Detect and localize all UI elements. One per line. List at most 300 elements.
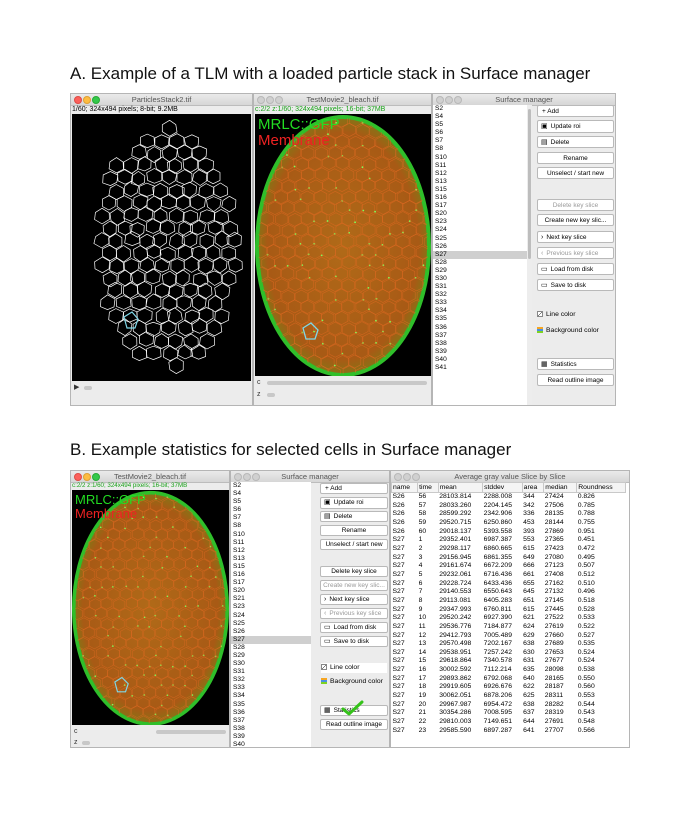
surface-list-item[interactable]: S8 (233, 522, 242, 530)
table-cell: 27869 (544, 527, 564, 535)
surface-list-item[interactable]: S7 (233, 514, 242, 522)
table-cell: 27689 (544, 640, 564, 648)
table-cell: S27 (392, 718, 405, 726)
table-row[interactable] (392, 683, 626, 692)
scroll-thumb[interactable] (156, 730, 226, 734)
surface-list-item[interactable]: S40 (233, 741, 245, 748)
scroll-thumb[interactable] (82, 741, 90, 745)
statistics-button[interactable] (537, 358, 614, 370)
cell-outline (146, 322, 161, 336)
next-key-slice-button[interactable] (320, 594, 388, 605)
table-row[interactable] (392, 554, 626, 563)
table-cell: 645 (523, 588, 535, 596)
window-title: TestMovie2_bleach.tif (113, 472, 187, 481)
table-cell: 622 (523, 683, 535, 691)
table-cell: 7 (418, 588, 423, 596)
table-cell: S27 (392, 605, 405, 613)
create-key-slice-button[interactable]: Create new key slic... (320, 580, 388, 591)
gfp-channel-label: MRLC::GFP (75, 492, 146, 507)
cell-outline (95, 208, 110, 224)
table-cell: 29352.401 (439, 536, 472, 544)
update-roi-button[interactable] (537, 120, 614, 133)
cell-outline (155, 258, 170, 272)
table-cell: 6550.643 (483, 588, 512, 596)
table-cell: 6250.860 (483, 518, 512, 526)
table-row[interactable] (392, 623, 626, 632)
surface-list-item[interactable]: S12 (233, 546, 245, 554)
table-cell: 28135 (544, 510, 564, 518)
surface-list-item[interactable]: S27 (433, 251, 527, 259)
table-cell: 0.560 (577, 683, 595, 691)
surface-list-item[interactable]: S24 (435, 226, 447, 234)
table-cell: 27522 (544, 614, 564, 622)
update-roi-label: Update roi (333, 499, 364, 506)
table-cell: 60 (418, 527, 427, 535)
folder-icon: ▭ (324, 624, 331, 631)
scroll-thumb[interactable] (84, 386, 92, 390)
table-cell: 28282 (544, 700, 564, 708)
table-row[interactable] (392, 571, 626, 580)
table-cell: 637 (523, 709, 535, 717)
save-to-disk-button[interactable] (320, 636, 388, 647)
surface-list-item[interactable]: S24 (233, 611, 245, 619)
window-title: Surface manager (495, 95, 553, 104)
cell-outline (162, 120, 177, 136)
statistics-window[interactable] (390, 470, 630, 748)
surface-manager-a[interactable] (432, 93, 616, 406)
previous-key-slice-button[interactable] (537, 247, 614, 259)
rename-button[interactable]: Rename (537, 152, 614, 164)
table-cell: 0.755 (577, 518, 595, 526)
surface-list-item[interactable]: S11 (435, 161, 447, 169)
surface-list-item[interactable]: S4 (435, 113, 444, 121)
surface-list-item[interactable]: S38 (233, 724, 245, 732)
surface-list-item[interactable]: S10 (233, 530, 245, 538)
table-cell: 29570.498 (439, 640, 472, 648)
table-row[interactable] (392, 692, 626, 701)
surface-list-item[interactable]: S5 (435, 121, 444, 129)
surface-list-item[interactable]: S33 (233, 684, 245, 692)
read-outline-image-button[interactable]: Read outline image (320, 719, 388, 730)
table-cell: 6897.287 (483, 726, 512, 734)
table-cell: 6987.387 (483, 536, 512, 544)
table-row[interactable] (392, 709, 626, 718)
surface-list-item[interactable]: S16 (435, 194, 447, 202)
table-row[interactable] (392, 502, 626, 511)
surface-list-item[interactable]: S31 (233, 668, 245, 676)
surface-list-item[interactable]: S32 (435, 291, 447, 299)
surface-list-item[interactable]: S15 (435, 185, 447, 193)
scroll-thumb[interactable] (267, 381, 427, 385)
table-row[interactable] (392, 666, 626, 675)
table-cell: 6405.283 (483, 596, 512, 604)
table-row[interactable] (392, 718, 626, 727)
cell-outline (161, 321, 176, 335)
stack-scrollbar[interactable] (72, 383, 251, 392)
cell-outline (125, 232, 140, 246)
channel-scrollbar[interactable] (72, 727, 229, 736)
next-key-slice-button[interactable] (537, 231, 614, 243)
table-cell: 29228.724 (439, 579, 472, 587)
table-row[interactable] (392, 675, 626, 684)
movie-canvas[interactable] (72, 490, 229, 725)
table-cell: 0.566 (577, 726, 595, 734)
table-row[interactable] (392, 588, 626, 597)
surface-list-item[interactable]: S39 (435, 347, 447, 355)
channel-scrollbar[interactable] (255, 378, 431, 387)
table-cell: S27 (392, 657, 405, 665)
roi-icon: ▣ (541, 123, 548, 130)
movie-canvas[interactable] (255, 114, 431, 376)
z-scrollbar[interactable] (255, 390, 431, 399)
surface-list-item[interactable]: S6 (435, 129, 444, 137)
cell-outline (207, 271, 222, 286)
surface-manager-b[interactable] (230, 470, 390, 748)
background-color-option[interactable] (321, 677, 383, 687)
surface-list-item[interactable]: S25 (435, 234, 447, 242)
surface-list-item[interactable]: S23 (435, 218, 447, 226)
surface-list-item[interactable]: S17 (435, 202, 447, 210)
table-cell: 0.543 (577, 709, 595, 717)
column-header-name[interactable]: name (392, 483, 418, 493)
delete-key-slice-button[interactable]: Delete key slice (537, 199, 614, 211)
chevron-left-icon: ‹ (541, 250, 544, 257)
surface-list-item[interactable]: S34 (233, 692, 245, 700)
table-cell: S27 (392, 579, 405, 587)
table-cell: 0.548 (577, 718, 595, 726)
load-label: Load from disk (550, 266, 594, 273)
particles-stack-window[interactable] (70, 93, 253, 406)
load-from-disk-button[interactable] (537, 263, 614, 275)
table-cell: S26 (392, 518, 405, 526)
table-cell: 28165 (544, 674, 564, 682)
cell-outline (161, 194, 176, 209)
surface-list-item[interactable]: S4 (233, 490, 242, 498)
surface-list-item[interactable]: S38 (435, 339, 447, 347)
cell-outline (137, 282, 152, 298)
table-cell: 56 (418, 493, 427, 500)
delete-key-slice-button[interactable]: Delete key slice (320, 566, 388, 577)
scroll-thumb[interactable] (528, 109, 531, 259)
table-cell: 655 (523, 579, 535, 587)
trash-icon: ▤ (541, 139, 548, 146)
update-roi-button[interactable] (320, 497, 388, 509)
table-cell: 27132 (544, 588, 564, 596)
add-button[interactable]: + Add (320, 483, 388, 494)
table-cell: 28103.814 (439, 493, 472, 500)
surface-list-item[interactable]: S12 (435, 169, 447, 177)
table-cell: S27 (392, 544, 405, 552)
delete-label: Delete (550, 139, 570, 146)
cell-outline (137, 308, 152, 323)
table-cell: 28098 (544, 666, 564, 674)
cell-outline (130, 223, 144, 238)
surface-list-item[interactable]: S37 (435, 331, 447, 339)
surface-list-item[interactable]: S28 (435, 258, 447, 266)
cell-outline (208, 296, 222, 312)
table-row[interactable] (392, 597, 626, 606)
table-row[interactable] (392, 545, 626, 554)
previous-key-slice-button[interactable] (320, 608, 388, 619)
table-cell: 0.451 (577, 536, 595, 544)
surface-list-item[interactable]: S16 (233, 571, 245, 579)
table-cell: 20 (418, 700, 427, 708)
movie-window-b[interactable] (70, 470, 230, 748)
read-outline-image-button[interactable]: Read outline image (537, 374, 614, 386)
heading-a: A. Example of a TLM with a loaded particle stack in Surface manager (70, 64, 591, 83)
surface-list-item[interactable]: S20 (233, 587, 245, 595)
table-icon: ▦ (541, 361, 548, 368)
table-cell: 2 (418, 544, 423, 552)
surface-list-item[interactable]: S25 (233, 619, 245, 627)
table-cell: S26 (392, 527, 405, 535)
surface-list-item[interactable]: S21 (233, 595, 245, 603)
table-cell: 29585.590 (439, 726, 472, 734)
table-cell: 7257.242 (483, 648, 512, 656)
table-cell: S27 (392, 726, 405, 734)
previous-key-label: Previous key slice (546, 250, 599, 257)
surface-list-item[interactable]: S15 (233, 562, 245, 570)
table-row[interactable] (392, 510, 626, 519)
table-row[interactable] (392, 701, 626, 710)
table-cell: 29113.081 (439, 596, 471, 604)
window-title: Average gray value Slice by Slice (454, 472, 566, 481)
table-cell: 0.527 (577, 631, 595, 639)
delete-button[interactable] (320, 511, 388, 522)
save-label: Save to disk (550, 282, 587, 289)
surface-list-item[interactable]: S17 (233, 579, 245, 587)
table-cell: S27 (392, 683, 405, 691)
cell-outline (183, 210, 198, 225)
cell-outline (199, 308, 213, 323)
table-cell: S26 (392, 510, 405, 518)
table-cell: 336 (523, 510, 535, 518)
surface-list-item[interactable]: S29 (435, 266, 447, 274)
table-cell: 0.524 (577, 657, 595, 665)
background-color-option[interactable] (537, 326, 599, 336)
cell-outline (154, 334, 168, 349)
cell-outline (140, 257, 155, 273)
table-row[interactable] (392, 632, 626, 641)
table-cell: 4 (418, 562, 423, 570)
load-from-disk-button[interactable] (320, 622, 388, 633)
disk-icon: ▭ (324, 638, 331, 645)
surface-list-item[interactable]: S26 (233, 627, 245, 635)
table-cell: 27162 (544, 579, 564, 587)
table-cell: 27619 (544, 622, 564, 630)
play-icon[interactable]: ▶ (74, 384, 80, 391)
unselect-button[interactable]: Unselect / start new (537, 167, 614, 179)
table-cell: S27 (392, 614, 405, 622)
table-cell: 28599.292 (439, 510, 472, 518)
table-cell: 28033.260 (439, 501, 472, 509)
surface-list-item[interactable]: S34 (435, 307, 447, 315)
table-cell: S27 (392, 553, 405, 561)
table-cell: 27707 (544, 726, 564, 734)
table-cell: 28187 (544, 683, 564, 691)
table-row[interactable] (392, 657, 626, 666)
surface-list-item[interactable]: S7 (435, 137, 444, 145)
heading-b: B. Example statistics for selected cells in Surface manager (70, 440, 512, 459)
save-to-disk-button[interactable] (537, 279, 614, 291)
cell-outline (147, 147, 160, 163)
surface-list-item[interactable]: S2 (233, 482, 242, 489)
surface-list-item[interactable]: S26 (435, 242, 447, 250)
particles-canvas[interactable] (72, 114, 251, 381)
update-roi-label: Update roi (550, 123, 581, 130)
table-cell: 14 (418, 648, 427, 656)
table-row[interactable] (392, 562, 626, 571)
table-cell: 23 (418, 726, 427, 734)
table-cell: 12 (418, 631, 427, 639)
table-row[interactable] (392, 640, 626, 649)
embryo-image (255, 114, 431, 376)
surface-list-item[interactable]: S30 (435, 274, 447, 282)
table-row[interactable] (392, 727, 626, 736)
line-color-icon (321, 664, 327, 670)
table-cell: 27653 (544, 648, 564, 656)
next-key-label: Next key slice (329, 596, 370, 603)
surface-list-item[interactable]: S39 (233, 732, 245, 740)
add-button[interactable]: + Add (537, 105, 614, 117)
background-color-label: Background color (330, 678, 383, 685)
surface-list-item[interactable]: S10 (435, 153, 447, 161)
table-cell: 2204.145 (483, 501, 512, 509)
table-cell: 638 (523, 640, 535, 648)
table-row[interactable] (392, 528, 626, 537)
surface-list-item[interactable]: S31 (435, 283, 447, 291)
chevron-left-icon: ‹ (324, 610, 327, 617)
surface-list-item[interactable]: S32 (233, 676, 245, 684)
table-row[interactable] (392, 614, 626, 623)
surface-list-item[interactable]: S28 (233, 643, 245, 651)
chevron-right-icon: › (324, 596, 327, 603)
cell-outline (222, 271, 236, 286)
cell-outline (168, 285, 183, 300)
table-cell: 6954.472 (483, 700, 512, 708)
column-header-mean[interactable]: mean (438, 483, 482, 493)
surface-list-item[interactable]: S5 (233, 498, 242, 506)
surface-list-item[interactable]: S36 (435, 323, 447, 331)
surface-list-item[interactable]: S35 (435, 315, 447, 323)
table-cell: 1 (418, 536, 423, 544)
surface-list-item[interactable]: S6 (233, 506, 242, 514)
statistics-table[interactable] (391, 482, 626, 735)
table-cell: 344 (523, 493, 535, 500)
line-color-option[interactable] (537, 310, 575, 320)
line-color-option[interactable] (321, 663, 387, 673)
table-cell: 0.472 (577, 544, 595, 552)
rename-button[interactable]: Rename (320, 525, 388, 536)
line-color-label: Line color (330, 664, 360, 671)
table-cell: S27 (392, 666, 405, 674)
surface-list[interactable] (231, 482, 311, 748)
table-row[interactable] (392, 580, 626, 589)
folder-icon: ▭ (541, 266, 548, 273)
table-cell: S27 (392, 588, 405, 596)
surface-list-item[interactable]: S23 (233, 603, 245, 611)
surface-list-item[interactable]: S8 (435, 145, 444, 153)
surface-list-item[interactable]: S13 (435, 177, 447, 185)
table-cell: 29810.003 (439, 718, 472, 726)
table-row[interactable] (392, 519, 626, 528)
surface-list-item[interactable]: S41 (435, 364, 447, 371)
surface-list-item[interactable]: S36 (233, 708, 245, 716)
cell-outline (138, 157, 152, 171)
table-row[interactable] (392, 536, 626, 545)
z-scrollbar[interactable] (72, 738, 229, 747)
table-cell: 6878.206 (483, 692, 512, 700)
column-header-time[interactable]: time (418, 483, 439, 493)
surface-list-item[interactable]: S2 (435, 105, 444, 112)
z-scroll-label: z (74, 739, 78, 746)
scroll-thumb[interactable] (267, 393, 275, 397)
save-label: Save to disk (333, 638, 370, 645)
surface-list-item[interactable]: S33 (435, 299, 447, 307)
movie-window-a[interactable] (253, 93, 432, 406)
table-cell: 21 (418, 709, 427, 717)
table-cell: 9 (418, 605, 423, 613)
surface-list[interactable] (433, 105, 527, 406)
surface-list-scrollbar[interactable] (527, 105, 532, 406)
table-cell: 18 (418, 683, 427, 691)
previous-key-label: Previous key slice (329, 610, 382, 617)
table-cell: 631 (523, 657, 535, 665)
surface-list-item[interactable]: S35 (233, 700, 245, 708)
table-cell: 29919.605 (439, 683, 472, 691)
table-cell: 27445 (544, 605, 564, 613)
table-cell: 0.524 (577, 648, 595, 656)
window-title: Surface manager (281, 472, 339, 481)
image-info: c:2/2 z:1/60; 324x494 pixels; 16-bit; 37MB (72, 482, 188, 489)
surface-list-item[interactable]: S11 (233, 538, 245, 546)
table-cell: 29140.553 (439, 588, 472, 596)
surface-list-item[interactable]: S37 (233, 716, 245, 724)
cell-outline (155, 135, 169, 149)
table-row[interactable] (392, 606, 626, 615)
table-cell: 5393.558 (483, 527, 512, 535)
cell-outline (131, 270, 145, 285)
unselect-button[interactable]: Unselect / start new (320, 539, 388, 550)
table-cell: 393 (523, 527, 535, 535)
table-cell: 635 (523, 666, 535, 674)
table-row[interactable] (392, 649, 626, 658)
table-cell: 29967.987 (439, 700, 472, 708)
surface-list-item[interactable]: S30 (233, 660, 245, 668)
surface-list-item[interactable]: S27 (231, 636, 311, 644)
surface-list-item[interactable]: S29 (233, 651, 245, 659)
cell-outline (192, 169, 207, 186)
table-cell: 27423 (544, 544, 564, 552)
table-cell: 29520.715 (439, 518, 472, 526)
create-key-slice-button[interactable]: Create new key slic... (537, 214, 614, 226)
table-cell: 16 (418, 666, 427, 674)
surface-list-item[interactable]: S40 (435, 355, 447, 363)
table-cell: 621 (523, 614, 535, 622)
table-cell: 29412.793 (439, 631, 472, 639)
table-row[interactable] (392, 493, 626, 502)
column-header-stddev[interactable]: stddev (483, 483, 523, 493)
cell-outline (222, 247, 236, 260)
delete-button[interactable] (537, 136, 614, 148)
surface-list-item[interactable]: S13 (233, 554, 245, 562)
cell-outline (124, 158, 139, 174)
column-header-roundness[interactable]: Roundness (577, 483, 626, 493)
column-header-median[interactable]: median (544, 483, 577, 493)
table-cell: S27 (392, 709, 405, 717)
surface-list-item[interactable]: S20 (435, 210, 447, 218)
column-header-area[interactable]: area (522, 483, 544, 493)
